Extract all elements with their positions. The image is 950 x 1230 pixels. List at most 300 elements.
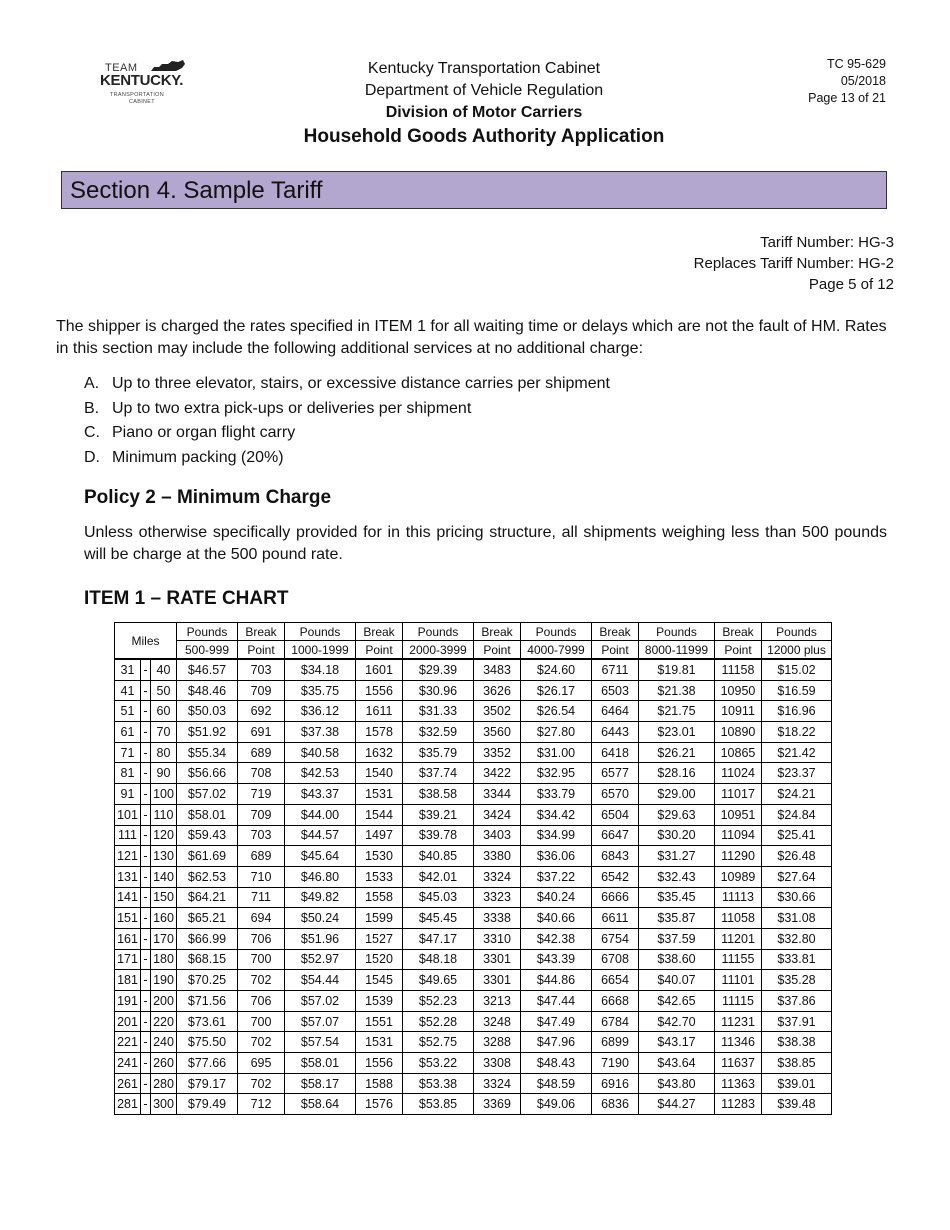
rate-cell: $61.69 <box>177 846 238 867</box>
miles-from-cell: 171 <box>115 949 141 970</box>
rate-cell: $28.16 <box>639 763 715 784</box>
break-point-cell: 689 <box>238 846 285 867</box>
miles-from-cell: 111 <box>115 825 141 846</box>
rate-cell: $53.85 <box>403 1094 474 1115</box>
miles-to-cell: 220 <box>151 1011 177 1032</box>
rate-cell: $36.12 <box>285 701 356 722</box>
break-point-cell: 6784 <box>592 1011 639 1032</box>
rate-cell: $40.66 <box>521 908 592 929</box>
miles-to-cell: 100 <box>151 784 177 805</box>
miles-to-cell: 110 <box>151 804 177 825</box>
miles-dash-cell: - <box>141 887 151 908</box>
break-point-cell: 6443 <box>592 722 639 743</box>
rate-cell: $32.80 <box>762 928 832 949</box>
rate-cell: $29.39 <box>403 659 474 680</box>
break-header: Break <box>715 623 762 641</box>
miles-from-cell: 61 <box>115 722 141 743</box>
rate-cell: $26.48 <box>762 846 832 867</box>
rate-cell: $43.39 <box>521 949 592 970</box>
break-point-cell: 3248 <box>474 1011 521 1032</box>
rate-cell: $52.75 <box>403 1032 474 1053</box>
rate-cell: $47.96 <box>521 1032 592 1053</box>
miles-to-cell: 280 <box>151 1073 177 1094</box>
break-point-cell: 700 <box>238 1011 285 1032</box>
rate-cell: $40.85 <box>403 846 474 867</box>
break-header: Break <box>474 623 521 641</box>
break-point-cell: 1556 <box>356 680 403 701</box>
break-point-cell: 1588 <box>356 1073 403 1094</box>
break-point-cell: 6754 <box>592 928 639 949</box>
range-header: 1000-1999 <box>285 641 356 660</box>
rate-cell: $44.27 <box>639 1094 715 1115</box>
logo-transportation-text: TRANSPORTATION <box>110 92 165 98</box>
rate-cell: $30.20 <box>639 825 715 846</box>
rate-cell: $49.82 <box>285 887 356 908</box>
miles-from-cell: 201 <box>115 1011 141 1032</box>
break-point-cell: 706 <box>238 991 285 1012</box>
rate-cell: $37.91 <box>762 1011 832 1032</box>
break-point-cell: 10911 <box>715 701 762 722</box>
policy2-text: Unless otherwise specifically provided for in this pricing structure, all shipments weighing less than 500 pounds will be charge at the 500 pound rate. <box>84 524 887 563</box>
rate-cell: $47.49 <box>521 1011 592 1032</box>
break-point-cell: 6654 <box>592 970 639 991</box>
rate-cell: $58.01 <box>285 1053 356 1074</box>
point-header: Point <box>715 641 762 660</box>
break-point-cell: 6611 <box>592 908 639 929</box>
rate-cell: $39.78 <box>403 825 474 846</box>
rate-cell: $79.49 <box>177 1094 238 1115</box>
break-point-cell: 1632 <box>356 742 403 763</box>
rate-cell: $62.53 <box>177 866 238 887</box>
rate-cell: $27.80 <box>521 722 592 743</box>
break-point-cell: 1556 <box>356 1053 403 1074</box>
break-point-cell: 11231 <box>715 1011 762 1032</box>
table-row <box>115 701 832 722</box>
range-header: 12000 plus <box>762 641 832 660</box>
logo-kentucky-text: KENTUCKY. <box>100 72 184 89</box>
break-point-cell: 11346 <box>715 1032 762 1053</box>
break-point-cell: 11094 <box>715 825 762 846</box>
break-point-cell: 6570 <box>592 784 639 805</box>
miles-from-cell: 41 <box>115 680 141 701</box>
break-point-cell: 6668 <box>592 991 639 1012</box>
rate-cell: $52.97 <box>285 949 356 970</box>
break-point-cell: 11158 <box>715 659 762 680</box>
table-row <box>115 866 832 887</box>
break-point-cell: 11113 <box>715 887 762 908</box>
miles-dash-cell: - <box>141 846 151 867</box>
miles-dash-cell: - <box>141 1053 151 1074</box>
rate-cell: $39.21 <box>403 804 474 825</box>
range-header: 4000-7999 <box>521 641 592 660</box>
table-row <box>115 742 832 763</box>
rate-cell: $33.79 <box>521 784 592 805</box>
break-point-cell: 1520 <box>356 949 403 970</box>
break-point-cell: 6899 <box>592 1032 639 1053</box>
rate-cell: $31.00 <box>521 742 592 763</box>
rate-cell: $40.24 <box>521 887 592 908</box>
rate-cell: $48.18 <box>403 949 474 970</box>
rate-cell: $58.01 <box>177 804 238 825</box>
rate-cell: $39.01 <box>762 1073 832 1094</box>
rate-cell: $42.65 <box>639 991 715 1012</box>
break-point-cell: 1599 <box>356 908 403 929</box>
table-row <box>115 1073 832 1094</box>
break-point-cell: 11115 <box>715 991 762 1012</box>
rate-cell: $35.75 <box>285 680 356 701</box>
break-point-cell: 11283 <box>715 1094 762 1115</box>
table-row <box>115 1011 832 1032</box>
miles-to-cell: 240 <box>151 1032 177 1053</box>
break-point-cell: 6647 <box>592 825 639 846</box>
miles-dash-cell: - <box>141 825 151 846</box>
break-point-cell: 1531 <box>356 1032 403 1053</box>
break-point-cell: 710 <box>238 866 285 887</box>
break-point-cell: 706 <box>238 928 285 949</box>
break-header: Break <box>356 623 403 641</box>
list-text: Up to two extra pick-ups or deliveries per shipment <box>112 399 472 417</box>
rate-cell: $50.24 <box>285 908 356 929</box>
break-point-cell: 6503 <box>592 680 639 701</box>
miles-from-cell: 131 <box>115 866 141 887</box>
rate-cell: $79.17 <box>177 1073 238 1094</box>
miles-to-cell: 180 <box>151 949 177 970</box>
break-point-cell: 10989 <box>715 866 762 887</box>
miles-dash-cell: - <box>141 659 151 680</box>
break-point-cell: 712 <box>238 1094 285 1115</box>
rate-cell: $53.22 <box>403 1053 474 1074</box>
break-point-cell: 695 <box>238 1053 285 1074</box>
miles-from-cell: 281 <box>115 1094 141 1115</box>
header-application-title: Household Goods Authority Application <box>303 126 665 147</box>
rate-cell: $66.99 <box>177 928 238 949</box>
rate-cell: $37.22 <box>521 866 592 887</box>
tariff-replaces: Replaces Tariff Number: HG-2 <box>693 255 894 272</box>
document-header <box>234 58 734 150</box>
break-point-cell: 3626 <box>474 680 521 701</box>
rate-cell: $34.99 <box>521 825 592 846</box>
rate-cell: $57.54 <box>285 1032 356 1053</box>
list-text: Up to three elevator, stairs, or excessive distance carries per shipment <box>112 375 610 392</box>
break-point-cell: 6666 <box>592 887 639 908</box>
range-header: 8000-11999 <box>639 641 715 660</box>
break-point-cell: 1558 <box>356 887 403 908</box>
rate-cell: $16.59 <box>762 680 832 701</box>
break-point-cell: 703 <box>238 825 285 846</box>
miles-from-cell: 181 <box>115 970 141 991</box>
miles-to-cell: 160 <box>151 908 177 929</box>
point-header: Point <box>592 641 639 660</box>
rate-cell: $23.37 <box>762 763 832 784</box>
team-kentucky-logo <box>96 56 192 112</box>
table-row <box>115 970 832 991</box>
list-item <box>84 421 610 446</box>
break-point-cell: 1576 <box>356 1094 403 1115</box>
break-point-cell: 1611 <box>356 701 403 722</box>
rate-cell: $49.06 <box>521 1094 592 1115</box>
table-row <box>115 659 832 680</box>
rate-cell: $42.70 <box>639 1011 715 1032</box>
break-point-cell: 3424 <box>474 804 521 825</box>
break-point-cell: 6542 <box>592 866 639 887</box>
break-header: Break <box>592 623 639 641</box>
rate-cell: $56.66 <box>177 763 238 784</box>
break-point-cell: 1527 <box>356 928 403 949</box>
rate-cell: $32.95 <box>521 763 592 784</box>
rate-cell: $54.44 <box>285 970 356 991</box>
rate-cell: $43.80 <box>639 1073 715 1094</box>
form-page: Page 13 of 21 <box>808 91 886 105</box>
rate-cell: $57.02 <box>177 784 238 805</box>
miles-to-cell: 300 <box>151 1094 177 1115</box>
rate-cell: $57.07 <box>285 1011 356 1032</box>
break-point-cell: 1531 <box>356 784 403 805</box>
break-point-cell: 702 <box>238 970 285 991</box>
miles-to-cell: 170 <box>151 928 177 949</box>
miles-to-cell: 120 <box>151 825 177 846</box>
miles-from-cell: 191 <box>115 991 141 1012</box>
miles-from-cell: 71 <box>115 742 141 763</box>
break-point-cell: 1530 <box>356 846 403 867</box>
rate-cell: $25.41 <box>762 825 832 846</box>
point-header: Point <box>356 641 403 660</box>
rate-cell: $45.03 <box>403 887 474 908</box>
range-header: 2000-3999 <box>403 641 474 660</box>
form-number: TC 95-629 <box>826 57 886 71</box>
break-point-cell: 3301 <box>474 949 521 970</box>
break-point-cell: 3338 <box>474 908 521 929</box>
rate-cell: $36.06 <box>521 846 592 867</box>
rate-cell: $48.43 <box>521 1053 592 1074</box>
break-point-cell: 3560 <box>474 722 521 743</box>
break-point-cell: 6464 <box>592 701 639 722</box>
list-letter: D. <box>84 448 100 466</box>
break-point-cell: 3323 <box>474 887 521 908</box>
miles-to-cell: 260 <box>151 1053 177 1074</box>
miles-from-cell: 81 <box>115 763 141 784</box>
miles-dash-cell: - <box>141 784 151 805</box>
miles-dash-cell: - <box>141 1011 151 1032</box>
rate-cell: $35.45 <box>639 887 715 908</box>
rate-cell: $45.64 <box>285 846 356 867</box>
rate-cell: $64.21 <box>177 887 238 908</box>
miles-dash-cell: - <box>141 722 151 743</box>
rate-cell: $31.33 <box>403 701 474 722</box>
miles-dash-cell: - <box>141 1073 151 1094</box>
rate-cell: $52.28 <box>403 1011 474 1032</box>
break-point-cell: 11017 <box>715 784 762 805</box>
break-point-cell: 702 <box>238 1073 285 1094</box>
rate-cell: $19.81 <box>639 659 715 680</box>
list-item <box>84 372 610 397</box>
miles-from-cell: 121 <box>115 846 141 867</box>
list-text: Piano or organ flight carry <box>112 424 296 441</box>
rate-cell: $24.84 <box>762 804 832 825</box>
break-point-cell: 709 <box>238 804 285 825</box>
table-row <box>115 991 832 1012</box>
rate-cell: $39.48 <box>762 1094 832 1115</box>
rate-cell: $49.65 <box>403 970 474 991</box>
policy2-heading: Policy 2 – Minimum Charge <box>84 487 332 508</box>
break-point-cell: 3288 <box>474 1032 521 1053</box>
miles-from-cell: 261 <box>115 1073 141 1094</box>
table-row <box>115 722 832 743</box>
rate-cell: $70.25 <box>177 970 238 991</box>
list-letter: A. <box>84 375 100 392</box>
miles-dash-cell: - <box>141 1094 151 1115</box>
break-point-cell: 6504 <box>592 804 639 825</box>
miles-dash-cell: - <box>141 991 151 1012</box>
miles-dash-cell: - <box>141 804 151 825</box>
header-division: Division of Motor Carriers <box>385 104 583 121</box>
rate-cell: $77.66 <box>177 1053 238 1074</box>
table-row <box>115 804 832 825</box>
miles-dash-cell: - <box>141 1032 151 1053</box>
rate-cell: $46.57 <box>177 659 238 680</box>
break-point-cell: 11290 <box>715 846 762 867</box>
break-point-cell: 11155 <box>715 949 762 970</box>
break-point-cell: 6418 <box>592 742 639 763</box>
break-point-cell: 6836 <box>592 1094 639 1115</box>
rate-cell: $24.21 <box>762 784 832 805</box>
miles-from-cell: 31 <box>115 659 141 680</box>
break-point-cell: 11363 <box>715 1073 762 1094</box>
table-row <box>115 763 832 784</box>
break-point-cell: 3502 <box>474 701 521 722</box>
table-row <box>115 1094 832 1115</box>
rate-cell: $15.02 <box>762 659 832 680</box>
rate-cell: $40.58 <box>285 742 356 763</box>
miles-to-cell: 60 <box>151 701 177 722</box>
table-row <box>115 825 832 846</box>
rate-cell: $44.00 <box>285 804 356 825</box>
rate-cell: $35.28 <box>762 970 832 991</box>
rate-cell: $26.21 <box>639 742 715 763</box>
break-point-cell: 1533 <box>356 866 403 887</box>
miles-to-cell: 90 <box>151 763 177 784</box>
rate-cell: $48.59 <box>521 1073 592 1094</box>
break-point-cell: 1601 <box>356 659 403 680</box>
miles-from-cell: 221 <box>115 1032 141 1053</box>
rate-cell: $34.42 <box>521 804 592 825</box>
break-point-cell: 1578 <box>356 722 403 743</box>
break-header: Break <box>238 623 285 641</box>
rate-cell: $37.38 <box>285 722 356 743</box>
break-point-cell: 3422 <box>474 763 521 784</box>
rate-cell: $42.53 <box>285 763 356 784</box>
pounds-header: Pounds <box>403 623 474 641</box>
break-point-cell: 10890 <box>715 722 762 743</box>
break-point-cell: 719 <box>238 784 285 805</box>
rate-cell: $55.34 <box>177 742 238 763</box>
tariff-info <box>694 232 894 295</box>
break-point-cell: 10951 <box>715 804 762 825</box>
rate-cell: $30.96 <box>403 680 474 701</box>
table-row <box>115 1053 832 1074</box>
rate-cell: $37.74 <box>403 763 474 784</box>
break-point-cell: 702 <box>238 1032 285 1053</box>
break-point-cell: 3301 <box>474 970 521 991</box>
kentucky-state-icon <box>150 59 186 73</box>
table-row <box>115 908 832 929</box>
break-point-cell: 3344 <box>474 784 521 805</box>
miles-dash-cell: - <box>141 928 151 949</box>
rate-cell: $43.64 <box>639 1053 715 1074</box>
break-point-cell: 1539 <box>356 991 403 1012</box>
rate-cell: $37.86 <box>762 991 832 1012</box>
rate-cell: $47.44 <box>521 991 592 1012</box>
break-point-cell: 3213 <box>474 991 521 1012</box>
rate-table-body <box>115 659 832 1115</box>
miles-dash-cell: - <box>141 680 151 701</box>
break-point-cell: 10950 <box>715 680 762 701</box>
header-department: Department of Vehicle Regulation <box>364 82 604 99</box>
break-point-cell: 3324 <box>474 1073 521 1094</box>
rate-cell: $37.59 <box>639 928 715 949</box>
miles-from-cell: 101 <box>115 804 141 825</box>
break-point-cell: 6577 <box>592 763 639 784</box>
break-point-cell: 3483 <box>474 659 521 680</box>
table-row <box>115 928 832 949</box>
rate-cell: $43.17 <box>639 1032 715 1053</box>
rate-cell: $59.43 <box>177 825 238 846</box>
rate-cell: $42.38 <box>521 928 592 949</box>
list-item <box>84 446 610 471</box>
rate-cell: $30.66 <box>762 887 832 908</box>
break-point-cell: 3403 <box>474 825 521 846</box>
break-point-cell: 694 <box>238 908 285 929</box>
rate-cell: $38.38 <box>762 1032 832 1053</box>
miles-from-cell: 51 <box>115 701 141 722</box>
rate-cell: $26.17 <box>521 680 592 701</box>
miles-to-cell: 130 <box>151 846 177 867</box>
break-point-cell: 3310 <box>474 928 521 949</box>
pounds-header: Pounds <box>762 623 832 641</box>
list-item <box>84 397 610 422</box>
rate-cell: $21.38 <box>639 680 715 701</box>
header-cabinet: Kentucky Transportation Cabinet <box>367 60 601 77</box>
miles-to-cell: 70 <box>151 722 177 743</box>
logo-team-text: TEAM <box>105 62 138 74</box>
break-point-cell: 11101 <box>715 970 762 991</box>
rate-cell: $51.92 <box>177 722 238 743</box>
break-point-cell: 3352 <box>474 742 521 763</box>
break-point-cell: 700 <box>238 949 285 970</box>
rate-cell: $45.45 <box>403 908 474 929</box>
break-point-cell: 11058 <box>715 908 762 929</box>
break-point-cell: 689 <box>238 742 285 763</box>
rate-cell: $46.80 <box>285 866 356 887</box>
rate-cell: $58.17 <box>285 1073 356 1094</box>
miles-to-cell: 80 <box>151 742 177 763</box>
rate-cell: $65.21 <box>177 908 238 929</box>
rate-cell: $32.59 <box>403 722 474 743</box>
miles-to-cell: 40 <box>151 659 177 680</box>
rate-cell: $38.58 <box>403 784 474 805</box>
rate-cell: $38.85 <box>762 1053 832 1074</box>
table-row <box>115 949 832 970</box>
rate-cell: $35.87 <box>639 908 715 929</box>
miles-to-cell: 50 <box>151 680 177 701</box>
rate-cell: $32.43 <box>639 866 715 887</box>
break-point-cell: 3308 <box>474 1053 521 1074</box>
table-row <box>115 1032 832 1053</box>
rate-cell: $40.07 <box>639 970 715 991</box>
rate-cell: $27.64 <box>762 866 832 887</box>
rate-cell: $21.42 <box>762 742 832 763</box>
miles-dash-cell: - <box>141 742 151 763</box>
miles-from-cell: 241 <box>115 1053 141 1074</box>
